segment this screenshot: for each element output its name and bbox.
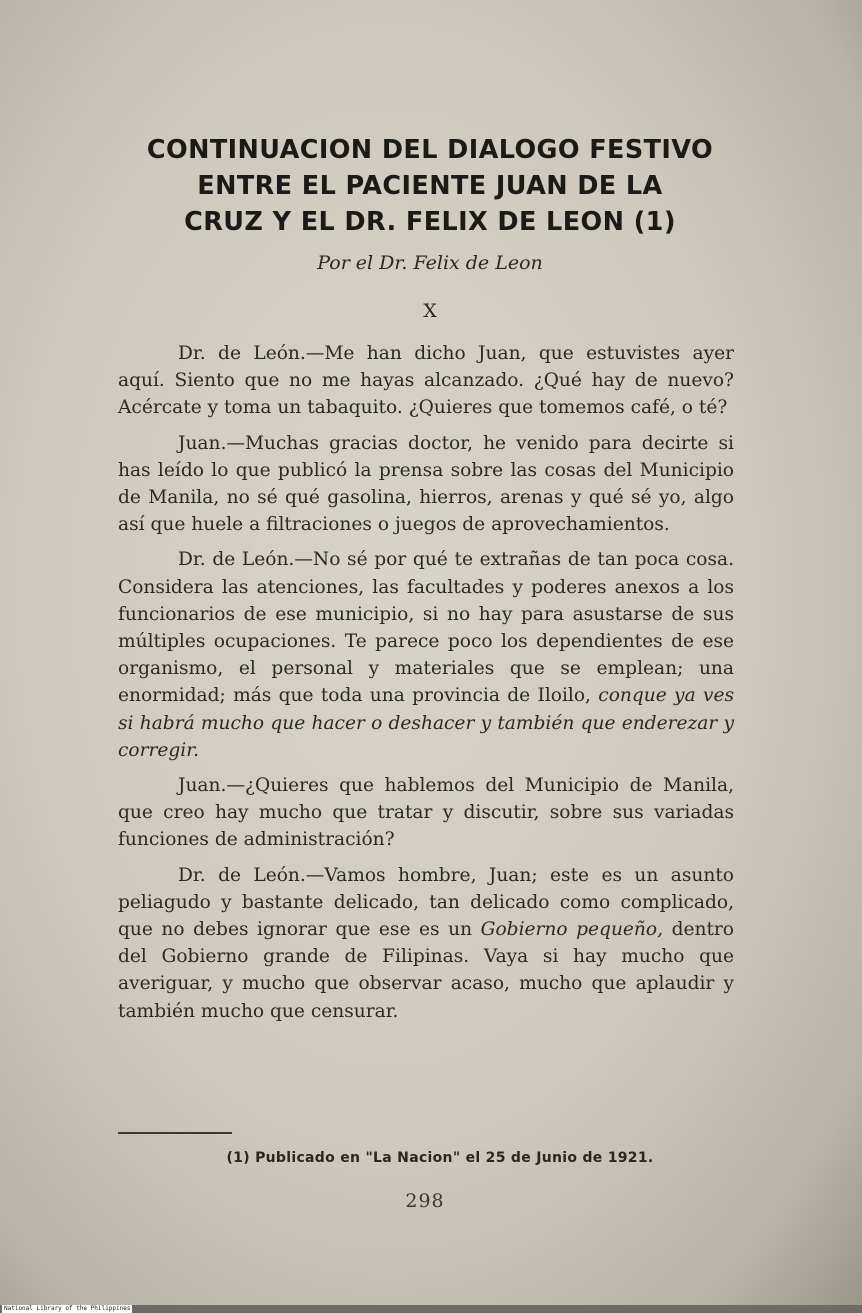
paragraph-1: Dr. de León.—Me han dicho Juan, que estuvistes ayer aquí. Siento que no me hayas alcanzado. ¿Qué hay de nuevo? Acércate y toma un tabaquito. ¿Quieres que tomemos café, o té?: [118, 343, 734, 419]
title-line-2: ENTRE EL PACIENTE JUAN DE LA: [197, 171, 663, 201]
paragraph-4: Juan.—¿Quieres que hablemos del Municipio de Manila, que creo hay mucho que tratar y discutir, sobre sus variadas funciones de administración?: [118, 775, 734, 851]
paragraph-5: [118, 862, 734, 1025]
library-credit: National Library of the Philippines: [4, 1305, 131, 1312]
page-number: 298: [405, 1190, 445, 1212]
dialogue-body: [118, 340, 734, 1033]
paragraph-2: Juan.—Muchas gracias doctor, he venido para decirte si has leído lo que publicó la prensa sobre las cosas del Municipio de Manila, no sé qué gasolina, hierros, arenas y qué sé yo, algo así que huele a filtraciones o juegos de aprovechamientos.: [118, 432, 734, 536]
paragraph-3: [118, 546, 734, 764]
title-line-3: CRUZ Y EL DR. FELIX DE LEON (1): [184, 207, 676, 237]
title-line-1: CONTINUACION DEL DIALOGO FESTIVO: [146, 135, 714, 165]
author-byline: Por el Dr. Felix de Leon: [317, 252, 543, 274]
chapter-title: [100, 132, 760, 240]
paragraph-3-text: Dr. de León.—No sé por qué te extrañas de tan poca cosa. Considera las atenciones, las facultades y poderes anexos a los funcionarios de ese municipio, si no hay para asustarse de sus múltiples ocupaciones. Te parece poco los dependientes de ese organismo, el personal y materiales que se emplean; una enormidad; más que toda una provincia de Iloilo,: [118, 549, 734, 707]
paragraph-5-text-b: dentro del Gobierno grande de Filipinas. Vaya si hay mucho que averiguar, y mucho que observar acaso, mucho que aplaudir y también mucho que censurar.: [118, 919, 734, 1022]
footnote-divider: [118, 1132, 232, 1134]
paragraph-5-italic: Gobierno pequeño,: [480, 919, 663, 941]
paragraph-5-text-a: Dr. de León.—Vamos hombre, Juan; este es un asunto peliagudo y bastante delicado, tan delicado como complicado, que no debes ignorar que ese es un: [118, 864, 734, 941]
footnote: (1) Publicado en "La Nacion" el 25 de Junio de 1921.: [226, 1150, 654, 1166]
paragraph-3-italic: conque ya ves si habrá mucho que hacer o deshacer y también que enderezar y corregir.: [118, 685, 735, 761]
section-numeral: X: [423, 300, 437, 322]
